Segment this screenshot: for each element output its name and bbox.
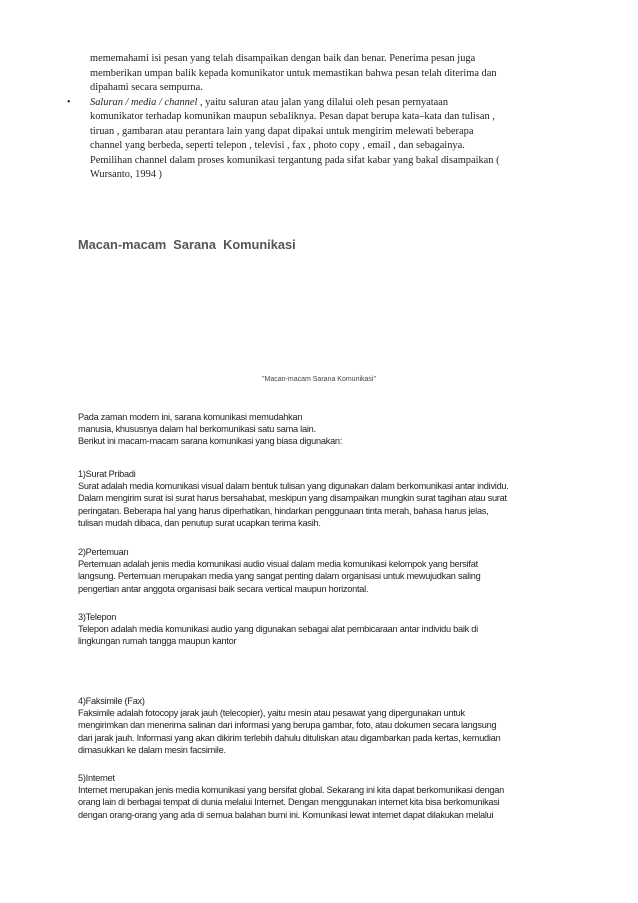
text-line: lingkungan rumah tangga maupun kantor [78,636,237,647]
text-line [90,96,570,111]
item-surat-pribadi [78,468,563,529]
text-line: Pertemuan adalah jenis media komunikasi audio visual dalam media komunikasi kelompok yang bersifat [78,559,478,570]
text-line: Internet merupakan jenis media komunikasi yang bersifat global. Sekarang ini kita dapat berkomunikasi dengan [78,785,505,796]
text-line: Wursanto, 1994 ) [90,169,163,180]
text-line: tiruan , gambaran atau perantara lain yang dapat dipakai untuk mengirim melewati beberapa [90,125,474,137]
text-line: peringatan. Beberapa hal yang harus diperhatikan, hindarkan penggunaan tinta merah, bahasa harus jelas, [78,505,489,516]
item-heading: 4)Faksimile (Fax) [78,696,145,706]
text-line: Faksimile adalah fotocopy jarak jauh (telecopier), yaitu mesin atau pesawat yang dipergunakan untuk [78,708,465,719]
text-line: dengan orang-orang yang ada di semua balahan bumi ini. Komunikasi lewat internet dapat dilakukan melalui [78,809,494,820]
text-line: channel yang berbeda, seperti telepon , televisi , fax , photo copy , email , dan sebagainya. [90,140,465,151]
text-line: mengirimkan dan menerima salinan dari informasi yang berupa gambar, foto, atau dokumen secara langsung [78,720,497,731]
text-line: Berikut ini macam-macam sarana komunikasi yang biasa digunakan: [78,436,343,447]
item-heading: 2)Pertemuan [78,547,129,557]
item-heading: 5)Internet [78,773,115,783]
text-line: komunikator terhadap komunikan maupun sebaliknya. Pesan dapat berupa kata–kata dan tulisan , [90,111,495,122]
top-text-block [67,52,570,183]
section-title: Macan-macam Sarana Komunikasi [78,237,296,252]
continuation-paragraph [90,52,570,96]
text-line: langsung. Pertemuan merupakan media yang sangat penting dalam organisasi untuk mewujudkan saling [78,571,481,582]
item-faksimile [78,695,563,756]
text-line: dipahami secara sempurna. [90,82,203,93]
text-line: dimasukkan ke dalam mesin facsimile. [78,744,226,755]
intro-paragraph [78,411,563,448]
image-caption: "Macan-macam Sarana Komunikasi" [262,376,376,383]
item-telepon [78,611,563,648]
text-line: dari jarak jauh. Informasi yang akan dikirim terlebih dahulu dituliskan atau digambarkan pada kertas, kemudian [78,732,501,743]
text-line: memberikan umpan balik kepada komunikator untuk memastikan bahwa pesan telah diterima dan [90,67,497,79]
text-line: manusia, khususnya dalam hal berkomunikasi satu sama lain. [78,424,316,435]
item-pertemuan [78,546,563,595]
item-internet [78,772,563,821]
bullet-term: Saluran / media / channel [90,96,198,108]
text-line: Surat adalah media komunikasi visual dalam bentuk tulisan yang digunakan dalam berkomunikasi antar individu. [78,481,509,492]
bullet-first-rest: , yaitu saluran atau jalan yang dilalui oleh pesan pernyataan [197,96,449,108]
item-heading: 3)Telepon [78,612,117,622]
text-line: mememahami isi pesan yang telah disampaikan dengan baik dan benar. Penerima pesan juga [90,53,476,64]
text-line: Pada zaman modern ini, sarana komunikasi memudahkan [78,412,303,422]
bullet-icon: • [67,96,71,108]
item-heading: 1)Surat Pribadi [78,469,136,479]
bullet-item-saluran [67,96,570,183]
text-line: Pemilihan channel dalam proses komunikasi tergantung pada sifat kabar yang bakal disampaikan ( [90,154,500,166]
text-line: pengertian antar anggota organisasi baik secara vertical maupun horizontal. [78,583,369,594]
text-line: Dalam mengirim surat isi surat harus bersahabat, meskipun yang disampaikan mungkin surat tagihan atau surat [78,493,507,504]
text-line: tulisan mudah dibaca, dan penutup surat ucapkan terima kasih. [78,517,321,528]
text-line: orang lain di berbagai tempat di dunia melalui Internet. Dengan menggunakan internet kita bisa berkomunikasi [78,797,500,808]
text-line: Telepon adalah media komunikasi audio yang digunakan sebagai alat pembicaraan antar individu baik di [78,624,478,635]
